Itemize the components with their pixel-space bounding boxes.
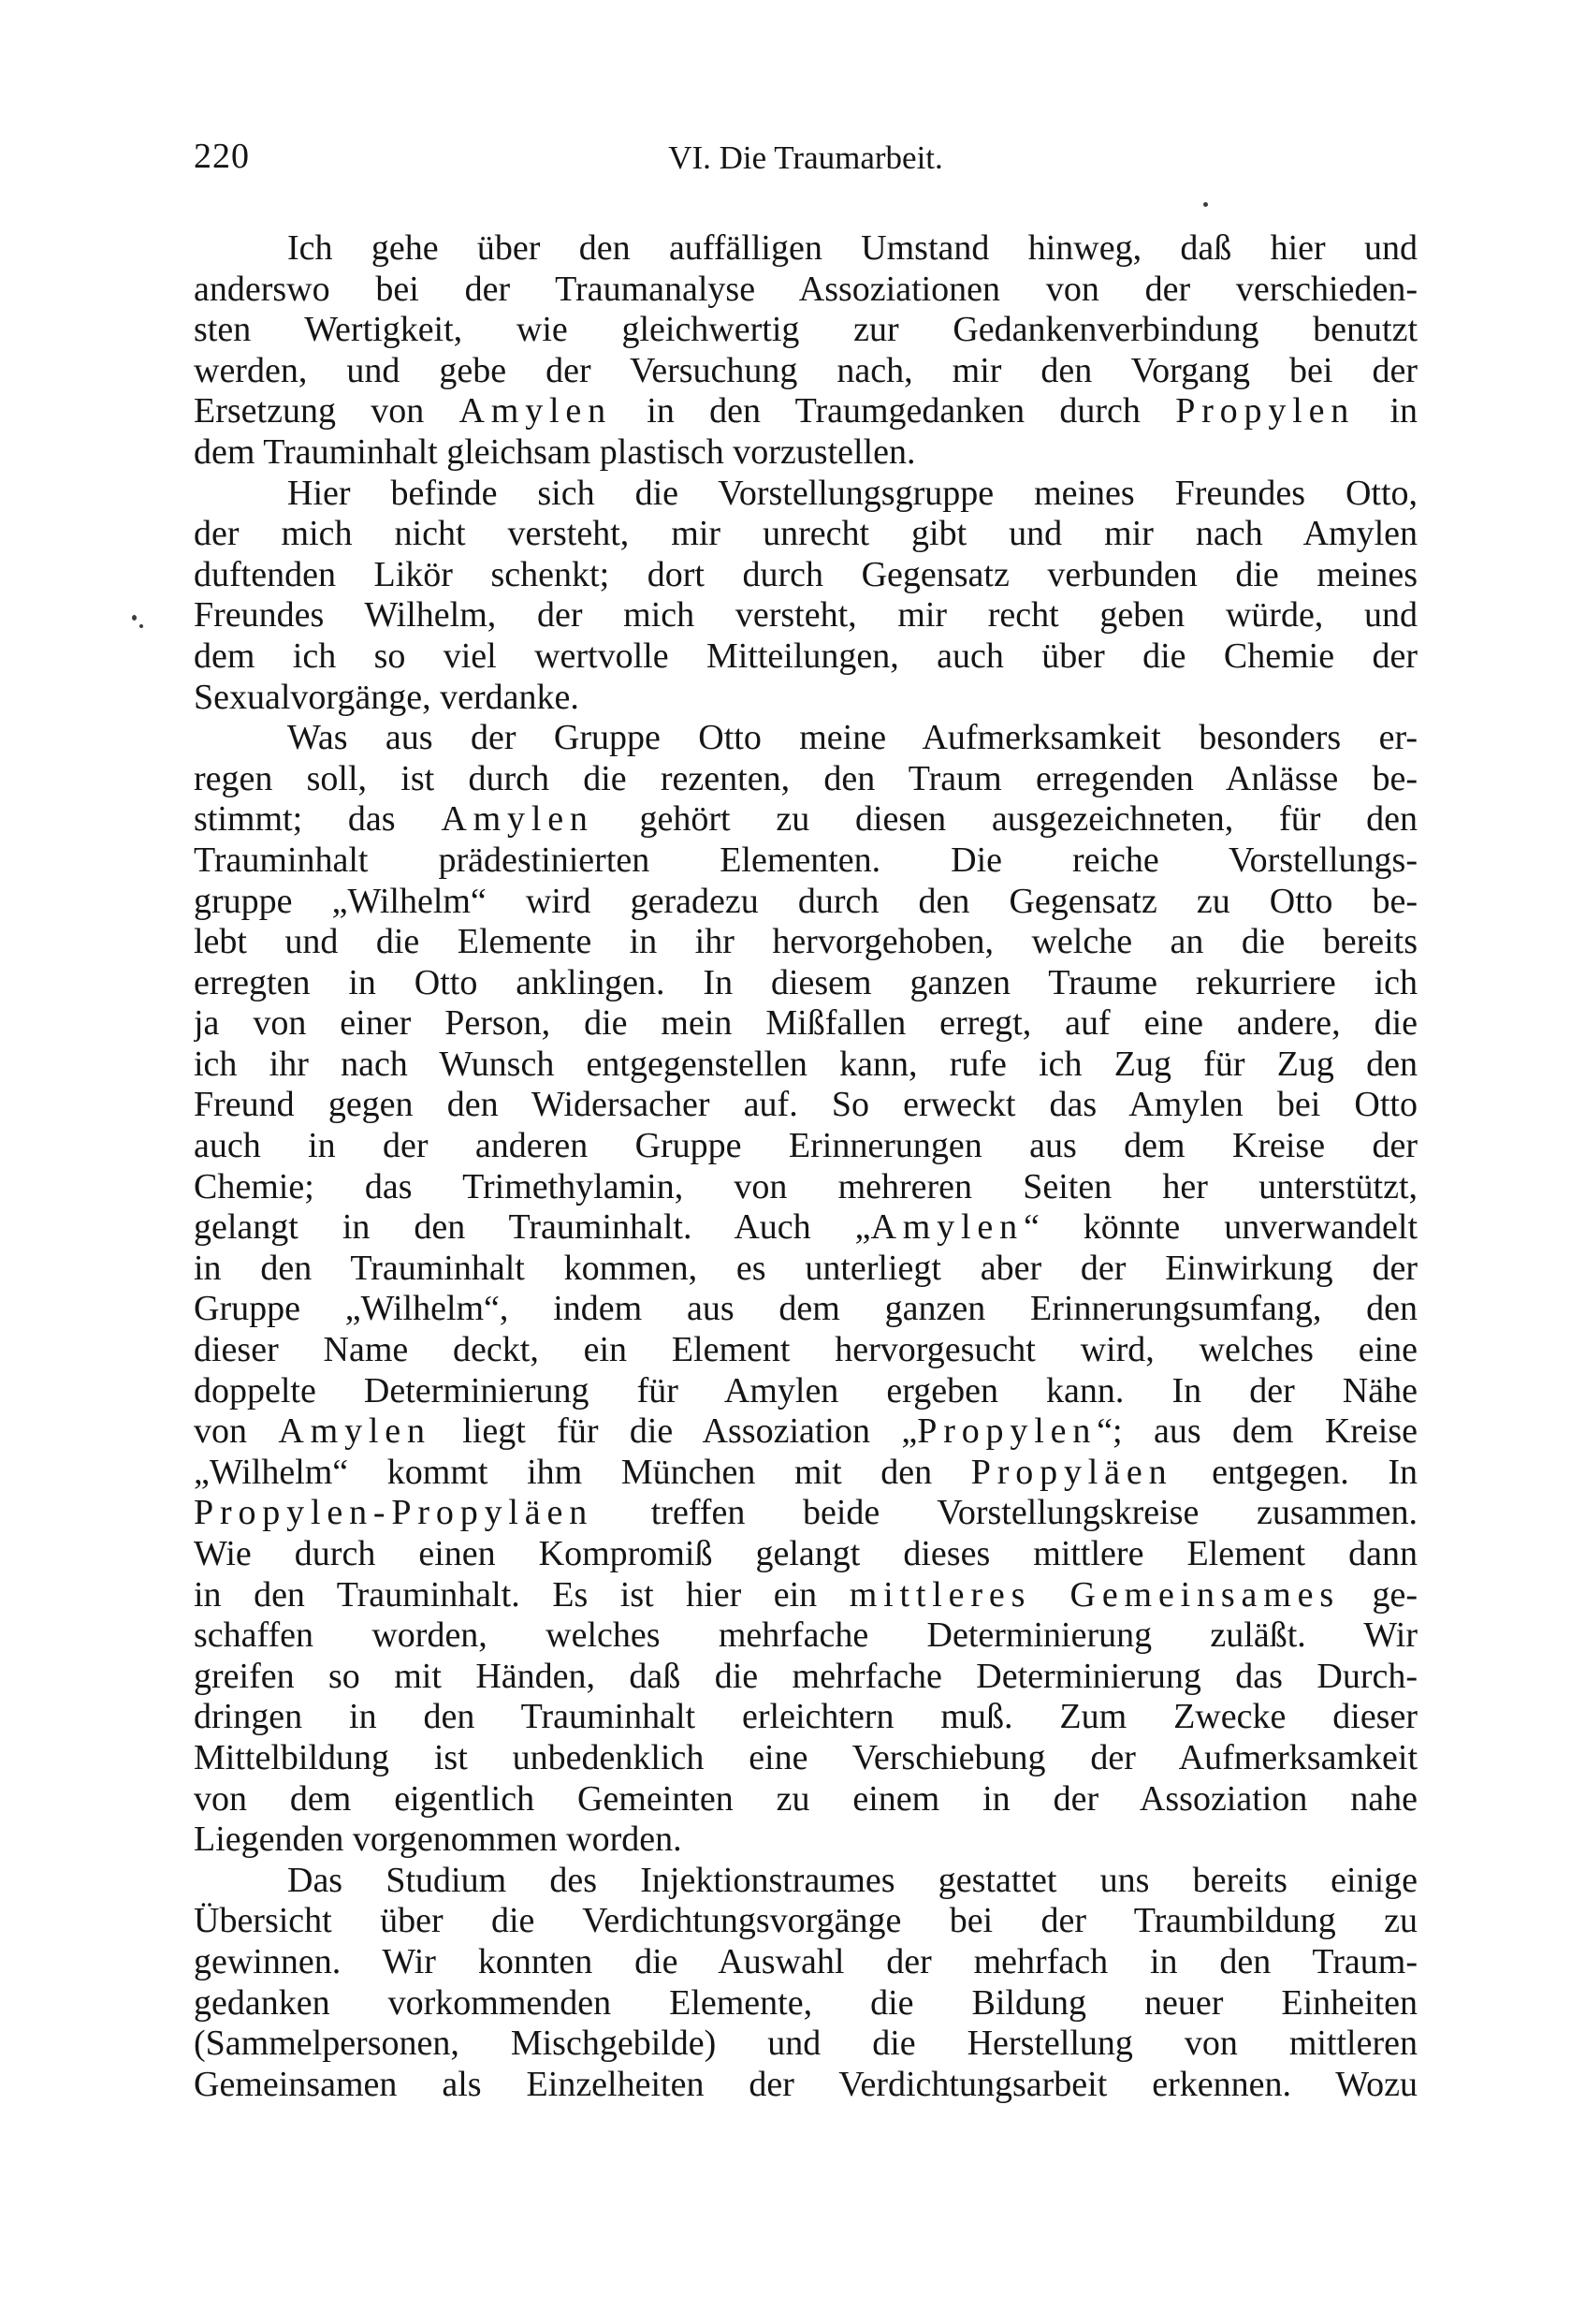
text-line: gruppe „Wilhelm“ wird geradezu durch den Gegensatz zu Otto be- [194, 881, 1418, 921]
text-line: Chemie; das Trimethylamin, von mehreren Seiten her unterstützt, [194, 1166, 1418, 1206]
letterspaced-emphasis: Propyläen [970, 1452, 1173, 1492]
text-line: Das Studium des Injektionstraumes gestattet uns bereits einige [287, 1860, 1418, 1900]
text-line: Freund gegen den Widersacher auf. So erweckt das Amylen bei Otto [194, 1085, 1418, 1125]
text-line: schaffen worden, welches mehrfache Determinierung zuläßt. Wir [194, 1615, 1418, 1656]
letterspaced-emphasis: Propylen [917, 1411, 1098, 1452]
text-line: Gruppe „Wilhelm“, indem aus dem ganzen Erinnerungsumfang, den [194, 1289, 1418, 1329]
letterspaced-emphasis: Amylen [441, 799, 594, 840]
scan-speckle [139, 624, 143, 628]
text-line: gewinnen. Wir konnten die Auswahl der mehrfach in den Traum- [194, 1941, 1418, 1981]
text-line: der mich nicht versteht, mir unrecht gibt und mir nach Amylen [194, 514, 1418, 554]
text-line: Gemeinsamen als Einzelheiten der Verdichtungsarbeit erkennen. Wozu [194, 2064, 1418, 2104]
text-line: stimmt; das Amylen gehört zu diesen ausgezeichneten, für den [194, 799, 1418, 840]
text-line: Trauminhalt prädestinierten Elementen. Die reiche Vorstellungs- [194, 840, 1418, 880]
text-line: duftenden Likör schenkt; dort durch Gegensatz verbunden die meines [194, 554, 1418, 594]
page-header [194, 139, 1418, 180]
letterspaced-emphasis: Propylen-Propyläen [194, 1493, 594, 1533]
text-line: „Wilhelm“ kommt ihm München mit den Propyläen entgegen. In [194, 1452, 1418, 1492]
text-line: Sexualvorgänge, verdanke. [194, 677, 579, 717]
text-line: gedanken vorkommenden Elemente, die Bildung neuer Einheiten [194, 1982, 1418, 2023]
text-line: dieser Name deckt, ein Element hervorgesucht wird, welches eine [194, 1330, 1418, 1370]
text-line: Hier befinde sich die Vorstellungsgruppe meines Freundes Otto, [287, 473, 1418, 513]
chapter-title: VI. Die Traumarbeit. [668, 139, 943, 176]
text-line: ich ihr nach Wunsch entgegenstellen kann, rufe ich Zug für Zug den [194, 1044, 1418, 1084]
text-line: ja von einer Person, die mein Mißfallen erregt, auf eine andere, die [194, 1003, 1418, 1044]
text-line: auch in der anderen Gruppe Erinnerungen aus dem Kreise der [194, 1126, 1418, 1166]
text-line: Propylen-Propyläen treffen beide Vorstellungskreise zusammen. [194, 1493, 1418, 1533]
text-line: Ich gehe über den auffälligen Umstand hinweg, daß hier und [287, 228, 1418, 268]
text-block [194, 228, 1418, 2105]
text-line: Wie durch einen Kompromiß gelangt dieses mittlere Element dann [194, 1534, 1418, 1573]
text-line: in den Trauminhalt kommen, es unterliegt aber der Einwirkung der [194, 1248, 1418, 1288]
scan-speckle [1203, 202, 1208, 207]
text-line: Freundes Wilhelm, der mich versteht, mir recht geben würde, und [194, 595, 1418, 636]
letterspaced-emphasis: Amylen [458, 391, 612, 431]
text-line: regen soll, ist durch die rezenten, den Traum erregenden Anlässe be- [194, 758, 1418, 798]
text-line: greifen so mit Händen, daß die mehrfache Determinierung das Durch- [194, 1656, 1418, 1696]
letterspaced-emphasis: mittleres Gemeinsames [849, 1574, 1340, 1615]
text-line: dringen in den Trauminhalt erleichtern muß. Zum Zwecke dieser [194, 1697, 1418, 1737]
letterspaced-emphasis: Amylen [870, 1207, 1024, 1248]
letterspaced-emphasis: Amylen [278, 1411, 431, 1452]
text-line: Ersetzung von Amylen in den Traumgedanken durch Propylen in [194, 391, 1418, 431]
text-line: dem ich so viel wertvolle Mitteilungen, auch über die Chemie der [194, 636, 1418, 676]
letterspaced-emphasis: Propylen [1175, 391, 1356, 431]
text-line: in den Trauminhalt. Es ist hier ein mittleres Gemeinsames ge- [194, 1574, 1418, 1615]
text-line: Übersicht über die Verdichtungsvorgänge bei der Traumbildung zu [194, 1901, 1418, 1941]
text-line: sten Wertigkeit, wie gleichwertig zur Gedankenverbindung benutzt [194, 310, 1418, 350]
page-number: 220 [194, 137, 250, 176]
text-line: (Sammelpersonen, Mischgebilde) und die Herstellung von mittleren [194, 2024, 1418, 2064]
text-line: doppelte Determinierung für Amylen ergeben kann. In der Nähe [194, 1370, 1418, 1410]
text-line: Mittelbildung ist unbedenklich eine Verschiebung der Aufmerksamkeit [194, 1737, 1418, 1777]
text-line: Liegenden vorgenommen worden. [194, 1820, 682, 1860]
text-line: lebt und die Elemente in ihr hervorgehoben, welche an die bereits [194, 922, 1418, 962]
text-line: Was aus der Gruppe Otto meine Aufmerksamkeit besonders er- [287, 718, 1418, 758]
text-line: gelangt in den Trauminhalt. Auch „Amylen“ könnte unverwandelt [194, 1207, 1418, 1248]
text-line: werden, und gebe der Versuchung nach, mir den Vorgang bei der [194, 350, 1418, 390]
text-line: dem Trauminhalt gleichsam plastisch vorzustellen. [194, 431, 916, 472]
text-line: erregten in Otto anklingen. In diesem ganzen Traume rekurriere ich [194, 962, 1418, 1002]
text-line: von Amylen liegt für die Assoziation „Propylen“; aus dem Kreise [194, 1411, 1418, 1452]
text-line: anderswo bei der Traumanalyse Assoziationen von der verschieden- [194, 269, 1418, 309]
text-line: von dem eigentlich Gemeinten zu einem in der Assoziation nahe [194, 1778, 1418, 1819]
scan-speckle [132, 615, 137, 621]
